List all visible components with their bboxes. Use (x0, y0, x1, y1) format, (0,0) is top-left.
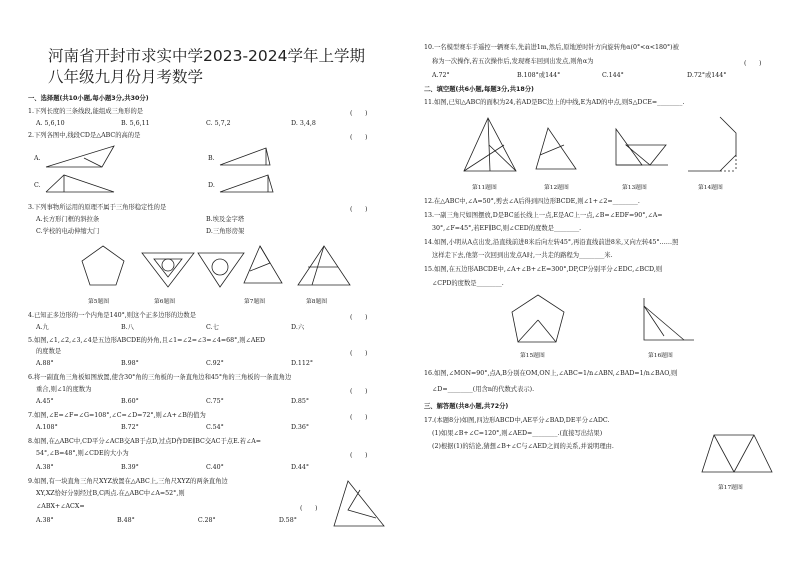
q3-option-c: C.学校的电动伸缩大门 (36, 228, 100, 235)
q5-option-d: D.112° (291, 360, 313, 367)
fig7-caption: 第7题图 (244, 299, 266, 305)
q15-figure (508, 292, 568, 346)
q12-text: 12.在△ABC中,∠A=50°,剪去∠A后得到四边形BCDE,则∠1+∠2=________. (424, 198, 640, 205)
q6-option-d: D.85° (291, 398, 309, 405)
q8-options (36, 464, 376, 472)
q8-figure (294, 243, 354, 291)
q10-option-c: C.144° (602, 72, 624, 79)
q5-option-a: A.88° (36, 360, 54, 367)
q7-option-c: C.54° (206, 424, 224, 431)
q7-options (36, 424, 376, 432)
q4-answer-paren: ( ) (350, 314, 368, 321)
q10-options (432, 72, 772, 80)
q9-options (36, 517, 336, 525)
q2-label-a: A. (34, 155, 41, 162)
q13-text-cont: 30°,∠F=45°,若EF∥BC,则∠CED的度数是________. (432, 225, 582, 232)
q1-option-d: D. 3,4,8 (291, 120, 316, 127)
fig16-caption: 第16题图 (648, 353, 673, 359)
q2-label-c: C. (34, 182, 41, 189)
q2-label-d: D. (208, 182, 215, 189)
q7-option-d: D.36° (291, 424, 309, 431)
q7-answer-paren: ( ) (350, 414, 368, 421)
q2-text: 2.下列各图中,线段CD是△ABC的高的是 (28, 132, 141, 139)
q4-options (36, 324, 376, 332)
q5-options (36, 360, 376, 368)
q8-option-b: B.39° (121, 464, 139, 471)
q9-option-b: B.48° (116, 517, 135, 524)
q3-option-a: A.长方形门框的斜拉条 (36, 216, 100, 223)
q3-option-d: D.三角形房架 (206, 228, 245, 235)
q2-figure-d (218, 172, 278, 196)
q5-text: 5.如图,∠1,∠2,∠3,∠4是五边形ABCDE的外角,且∠1=∠2=∠3=∠4=68°,则∠AED (28, 337, 266, 344)
q16-text-cont: ∠D=________(用含n的代数式表示). (432, 386, 535, 393)
q7-option-b: B.72° (121, 424, 139, 431)
q10-text-cont: 称为一次操作,若五次操作后,发现赛车回到出发点,则角α为 (432, 58, 594, 65)
q8-option-a: A.38° (36, 464, 54, 471)
q15-text: 15.如图,在五边形ABCDE中,∠A+∠B+∠E=300°,DP,CP分别平分∠EDC,∠BCD,则 (424, 266, 663, 273)
q6-text-cont: 重合,则∠1的度数为 (36, 386, 92, 393)
q10-text: 10.一名模型赛车手遥控一辆赛车,先前进1m,然后,原地逆时针方向旋转角α(0°<α<180°)被 (424, 44, 679, 51)
fig5-caption: 第5题图 (88, 299, 110, 305)
fig6-caption: 第6题图 (154, 299, 176, 305)
q13-figure (612, 125, 674, 173)
q5-option-c: C.92° (206, 360, 224, 367)
q1-option-b: B. 5,6,11 (121, 120, 150, 127)
q8-answer-paren: ( ) (350, 452, 368, 459)
q9-text: 9.如图,有一块直角三角尺XYZ放置在△ABC上,三角尺XYZ的两条直角边 (28, 478, 228, 485)
q10-option-b: B.108°或144° (517, 72, 561, 79)
q12-figure (532, 125, 592, 173)
q8-text: 8.如图,在△ABC中,CD平分∠ACB交AB于点D,过点D作DE∥BC交AC于点E.若∠A= (28, 438, 262, 445)
q16-text: 16.如图,∠MON=90°,点A,B分别在OM,ON上,∠ABC=1/n∠ABN,∠BAD=1/n∠BAO,则 (424, 370, 678, 377)
q9-figure (330, 478, 388, 530)
q5-figure (78, 243, 128, 291)
q6-option-b: B.60° (121, 398, 139, 405)
q13-text: 13.一副三角尺如图摆放,D是BC延长线上一点,E是AC上一点,∠B=∠EDF=90°,∠A= (424, 212, 663, 219)
fig11-caption: 第11题图 (472, 185, 497, 191)
q9-text-cont: XY,XZ恰好分别经过B,C两点.在△ABC中∠A=52°,则 (36, 490, 185, 497)
page-title: 河南省开封市求实中学2023-2024学年上学期八年级九月份月考数学 (48, 47, 365, 86)
q16-figure (640, 296, 696, 344)
q9-option-d: D.58° (278, 517, 297, 524)
q7-text: 7.如图,∠E=∠F=∠G=108°,∠C=∠D=72°,则∠A+∠B的值为 (28, 412, 206, 419)
q4-option-d: D.六 (291, 324, 305, 331)
q6-option-c: C.75° (206, 398, 224, 405)
q2-figure-c (44, 172, 124, 196)
q2-figure-b (218, 145, 278, 169)
q15-text-cont: ∠CPD的度数是________. (432, 280, 504, 287)
q17-text: 17.(本题8分)如图,四边形ABCD中,AE平分∠BAD,DE平分∠ADC. (424, 417, 610, 424)
q7-figure (196, 243, 246, 291)
q17-part1: (1)如果∠B+∠C=120°,则∠AED=________.(直接写出结果) (432, 430, 603, 437)
q10-option-d: D.72°或144° (687, 72, 727, 79)
fig8-caption: 第8题图 (306, 299, 328, 305)
q7-option-a: A.108° (36, 424, 58, 431)
q6-options (36, 398, 376, 406)
q1-option-c: C. 5,7,2 (206, 120, 231, 127)
q8-option-c: C.40° (206, 464, 224, 471)
q4-option-b: B.八 (121, 324, 134, 331)
q9-answer-paren: ( ) (300, 505, 318, 512)
q14-text: 14.如图,小明从A点出发,沿直线前进8米后向左转45°,再沿直线前进8米,又向左转45°……照 (424, 239, 679, 246)
fig15-caption: 第15题图 (520, 353, 545, 359)
q9-option-a: A.38° (36, 517, 54, 524)
q17-figure (700, 432, 774, 476)
section-2-heading: 二、填空题(共6小题,每题3分,共18分) (424, 86, 534, 93)
q2-answer-paren: ( ) (350, 134, 368, 141)
q1-answer-paren: ( ) (350, 110, 368, 117)
q5-answer-paren: ( ) (350, 350, 368, 357)
q6-option-a: A.45° (36, 398, 54, 405)
q10-answer-paren: ( ) (744, 60, 762, 67)
q3-text: 3.下列事物所运用的原理不属于三角形稳定性的是 (28, 204, 167, 211)
q8-text-cont: 54°,∠B=48°,则∠CDE的大小为 (36, 450, 129, 457)
q4-option-a: A.九 (36, 324, 49, 331)
q6-text: 6.将一副直角三角板如图放置,使含30°角的三角板的一条直角边和45°角的三角板的一条直角边 (28, 374, 292, 381)
q3-option-b: B.埃及金字塔 (206, 216, 245, 223)
q17-part2: (2)根据(1)的结论,猜想∠B+∠C与∠AED之间的关系,并说明理由. (432, 443, 614, 450)
section-1-heading: 一、选择题(共10小题,每小题3分,共30分) (28, 95, 149, 102)
q4-text: 4.已知正多边形的一个内角是140°,则这个正多边形的边数是 (28, 312, 197, 319)
q9-text-cont-2: ∠ABX+∠ACX= (36, 503, 85, 510)
q1-options (36, 120, 376, 128)
q14-figure (686, 115, 746, 175)
q9-option-c: C.28° (197, 517, 216, 524)
fig14-caption: 第14题图 (698, 185, 723, 191)
q2-label-b: B. (208, 155, 215, 162)
q6-figure (138, 243, 198, 291)
q10-option-a: A.72° (432, 72, 450, 79)
q5-option-b: B.98° (121, 360, 139, 367)
q3-answer-paren: ( ) (350, 206, 368, 213)
fig12-caption: 第12题图 (544, 185, 569, 191)
q6-answer-paren: ( ) (350, 388, 368, 395)
q1-text: 1.下列长度的三条线段,能组成三角形的是 (28, 108, 144, 115)
section-3-heading: 三、解答题(共8小题,共72分) (424, 403, 509, 410)
q8-option-d: D.44° (291, 464, 309, 471)
fig17-caption: 第17题图 (718, 485, 743, 491)
q7-figure-b (240, 243, 290, 291)
q1-option-a: A. 5,6,10 (36, 120, 65, 127)
q11-text: 11.如图,已知△ABC的面积为24,若AD是BC边上的中线,E为AD的中点,则S△DCE=________. (424, 99, 685, 106)
fig13-caption: 第13题图 (622, 185, 647, 191)
q2-figure-a (44, 143, 124, 171)
q4-option-c: C.七 (206, 324, 219, 331)
q5-text-cont: 的度数是 (36, 348, 62, 355)
q14-text-cont: 这样走下去,他第一次回到出发点A时,一共走的路程为________米. (432, 252, 613, 259)
q11-figure (460, 115, 520, 175)
